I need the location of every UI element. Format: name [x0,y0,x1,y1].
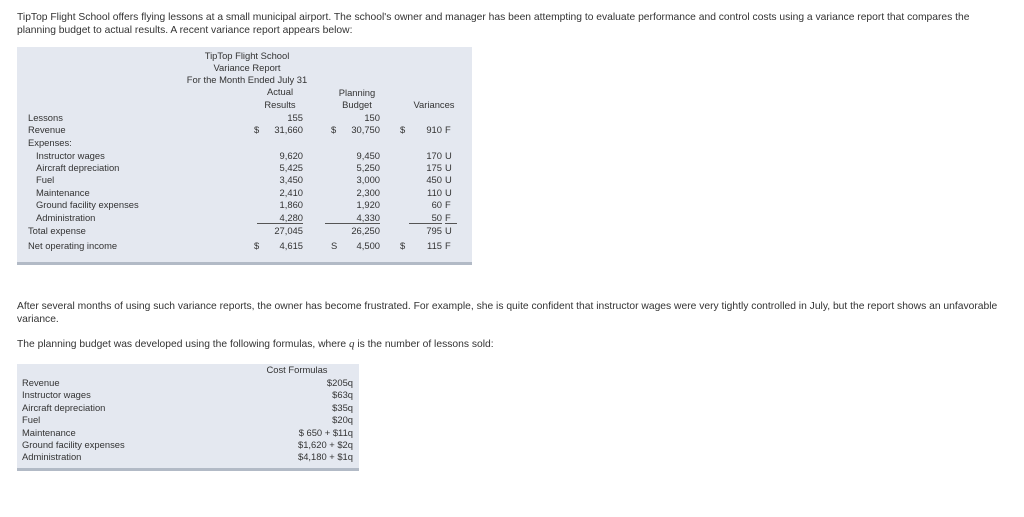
variance-flag: F [445,240,451,251]
report-period: For the Month Ended July 31 [186,74,308,85]
panel-bottom-bar [17,468,359,471]
variances-header: Variances [413,99,455,110]
row-label: Administration [36,212,96,223]
variance-flag: F [445,124,451,135]
row-label: Aircraft depreciation [36,162,120,173]
budget-value: 30,750 [351,124,380,135]
row-label: Fuel [36,174,55,185]
row-label: Lessons [28,112,63,123]
formula-row-label: Instructor wages [22,389,91,400]
variance-flag: F [445,212,457,224]
row-label: Net operating income [28,240,118,251]
planning-header-line2: Budget [342,99,372,110]
budget-value: 2,300 [356,187,380,198]
budget-value: 4,330 [325,212,380,224]
cost-formulas-table [17,364,359,471]
actual-value: 27,045 [274,225,303,236]
actual-value: 3,450 [279,174,303,185]
actual-value: 4,615 [279,240,303,251]
variance-flag: F [445,199,451,210]
row-label: Ground facility expenses [36,199,139,210]
intro-paragraph: TipTop Flight School offers flying lessons at a small municipal airport. The school's owner and manager has been attempting to evaluate performance and control costs using a variance report that compares the planning budget to actual results. A recent variance report appears below: [17,12,970,36]
variance-flag: U [445,174,452,185]
dollar-sign: $ [331,124,337,135]
actual-value: 9,620 [279,150,303,161]
actual-value: 31,660 [274,124,303,135]
formula-row-label: Aircraft depreciation [22,402,106,413]
formula-row-label: Maintenance [22,427,76,438]
budget-value: 26,250 [351,225,380,236]
budget-value: 150 [364,112,380,123]
budget-value: 3,000 [356,174,380,185]
actual-value: 4,280 [257,212,303,224]
variance-value: 110 [427,187,442,198]
formula-row-label: Revenue [22,377,60,388]
formula-intro-before: The planning budget was developed using the following formulas, where [17,339,349,350]
formula-intro-variable: q [349,338,355,350]
formula-value: $1,620 + $2q [297,439,353,450]
dollar-sign: $ [254,124,260,135]
variance-value: 170 [426,150,442,161]
after-paragraph: After several months of using such variance reports, the owner has become frustrated. For example, she is quite confident that instructor wages were very tightly controlled in July, but the report shows an unfavorable variance. [17,301,998,325]
formula-value: $205q [326,377,353,388]
row-label: Revenue [28,124,66,135]
budget-value: 1,920 [356,199,380,210]
row-label: Expenses: [28,137,72,148]
panel-bottom-bar [17,262,472,265]
formula-value: $4,180 + $1q [297,451,353,462]
formula-intro-paragraph [17,338,1007,351]
variance-flag: U [445,225,452,236]
variance-flag: U [445,162,452,173]
variance-report-table [17,47,472,265]
variance-flag: U [445,187,452,198]
dollar-sign: $ [400,124,406,135]
row-label: Instructor wages [36,150,105,161]
formula-value: $63q [332,389,353,400]
budget-value: 5,250 [356,162,380,173]
actual-value: 5,425 [279,162,303,173]
formula-row-label: Fuel [22,414,41,425]
variance-value: 910 [426,124,442,135]
cost-formulas-header: Cost Formulas [266,364,328,375]
formula-row-label: Administration [22,451,82,462]
variance-value: 115 [427,240,442,251]
variance-value: 50 [409,212,442,224]
planning-header-line1: Planning [338,87,376,98]
actual-header-line2: Results [264,99,296,110]
formula-value: $20q [332,414,353,425]
report-title: TipTop Flight School [204,50,290,61]
dollar-sign: $ [400,240,406,251]
formula-value: $ 650 + $11q [298,427,353,438]
row-label: Maintenance [36,187,90,198]
budget-value: 4,500 [356,240,380,251]
actual-value: 1,860 [279,199,303,210]
report-subtitle: Variance Report [213,62,281,73]
budget-value: 9,450 [356,150,380,161]
actual-value: 2,410 [279,187,303,198]
actual-value: 155 [287,112,303,123]
variance-flag: U [445,150,452,161]
formula-row-label: Ground facility expenses [22,439,125,450]
dollar-sign: $ [254,240,260,251]
row-label: Total expense [28,225,86,236]
variance-value: 450 [426,174,442,185]
dollar-sign: S [331,240,338,251]
formula-value: $35q [332,402,353,413]
variance-value: 795 [426,225,442,236]
actual-header-line1: Actual [266,86,294,97]
variance-value: 60 [431,199,442,210]
variance-value: 175 [426,162,442,173]
formula-intro-after: is the number of lessons sold: [354,339,494,350]
